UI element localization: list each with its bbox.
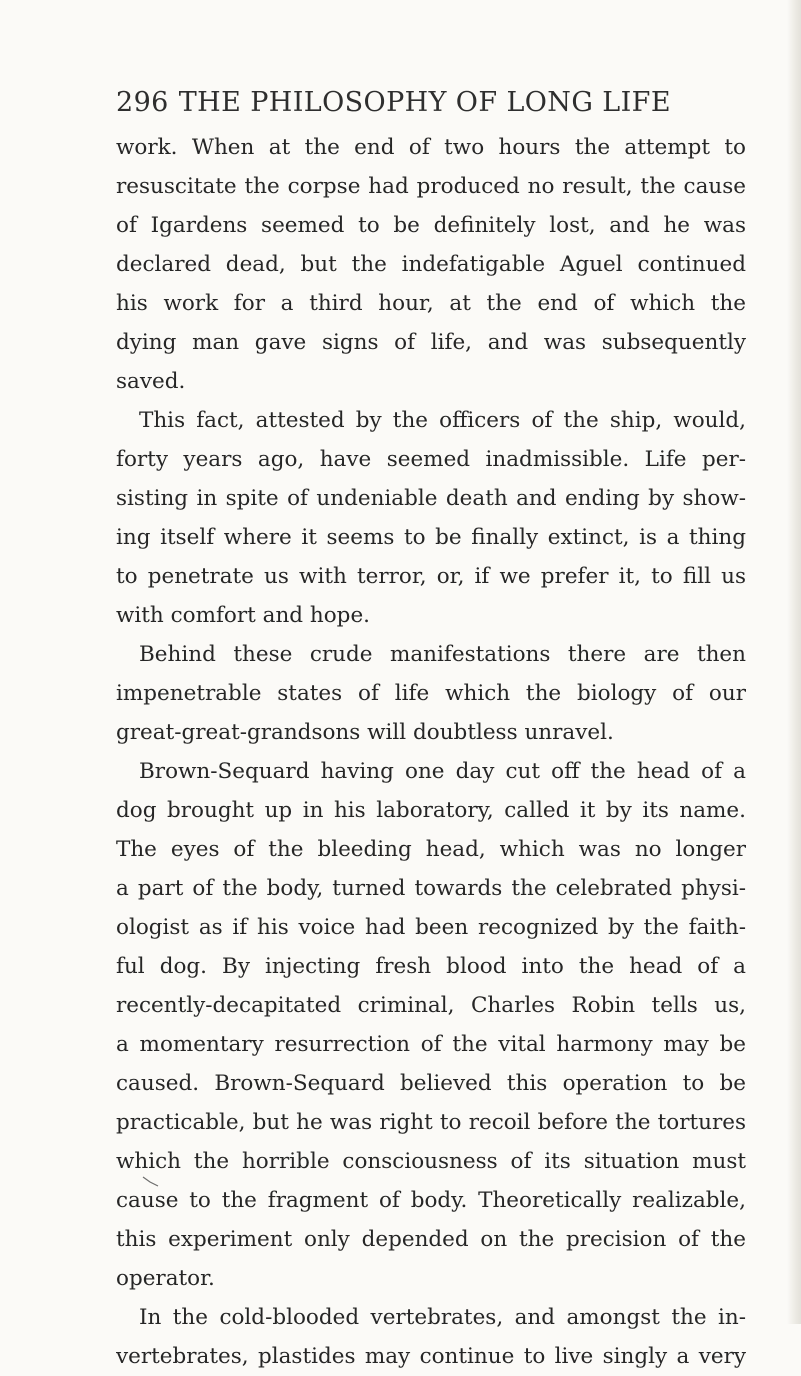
text-line: dog brought up in his laboratory, called it by its name.: [116, 798, 746, 823]
text-line: with comfort and hope.: [116, 603, 371, 628]
text-line: operator.: [116, 1266, 215, 1291]
text-line: Behind these crude manifestations there are then: [139, 642, 746, 667]
text-line: dying man gave signs of life, and was subsequently: [116, 330, 746, 355]
text-line: The eyes of the bleeding head, which was no longer: [116, 837, 746, 862]
text-line: ologist as if his voice had been recognized by the faith-: [116, 915, 746, 940]
text-line: to penetrate us with terror, or, if we prefer it, to fill us: [116, 564, 746, 589]
text-line: which the horrible consciousness of its situation must: [116, 1149, 746, 1174]
body-text: [116, 128, 746, 1376]
pencil-mark: [142, 1175, 162, 1189]
text-line: a momentary resurrection of the vital harmony may be: [116, 1032, 746, 1057]
text-line: work. When at the end of two hours the attempt to: [116, 135, 746, 160]
page-number: 296: [116, 87, 169, 118]
text-line: ful dog. By injecting fresh blood into the head of a: [116, 954, 746, 979]
text-line: Brown-Sequard having one day cut off the head of a: [139, 759, 746, 784]
text-line: forty years ago, have seemed inadmissible. Life per-: [116, 447, 746, 472]
text-line: ing itself where it seems to be finally extinct, is a thing: [116, 525, 746, 550]
text-line: a part of the body, turned towards the celebrated physi-: [116, 876, 746, 901]
text-line: sisting in spite of undeniable death and ending by show-: [116, 486, 746, 511]
text-line: impenetrable states of life which the biology of our: [116, 681, 746, 706]
text-line: saved.: [116, 369, 186, 394]
page-edge-shadow: [787, 0, 801, 1324]
text-line: cause to the fragment of body. Theoretically realizable,: [116, 1188, 746, 1213]
text-line: practicable, but he was right to recoil before the tortures: [116, 1110, 746, 1135]
text-line: This fact, attested by the officers of the ship, would,: [139, 408, 746, 433]
running-header: [116, 87, 726, 118]
text-line: In the cold-blooded vertebrates, and amongst the in-: [139, 1305, 746, 1330]
text-line: recently-decapitated criminal, Charles Robin tells us,: [116, 993, 746, 1018]
text-line: declared dead, but the indefatigable Aguel continued: [116, 252, 746, 277]
running-title: THE PHILOSOPHY OF LONG LIFE: [178, 87, 671, 118]
text-line: his work for a third hour, at the end of which the: [116, 291, 746, 316]
text-line: caused. Brown-Sequard believed this operation to be: [116, 1071, 746, 1096]
text-line: resuscitate the corpse had produced no result, the cause: [116, 174, 746, 199]
text-line: vertebrates, plastides may continue to live singly a very: [116, 1344, 746, 1369]
text-line: great-great-grandsons will doubtless unravel.: [116, 720, 614, 745]
text-line: this experiment only depended on the precision of the: [116, 1227, 746, 1252]
text-line: of Igardens seemed to be definitely lost, and he was: [116, 213, 746, 238]
